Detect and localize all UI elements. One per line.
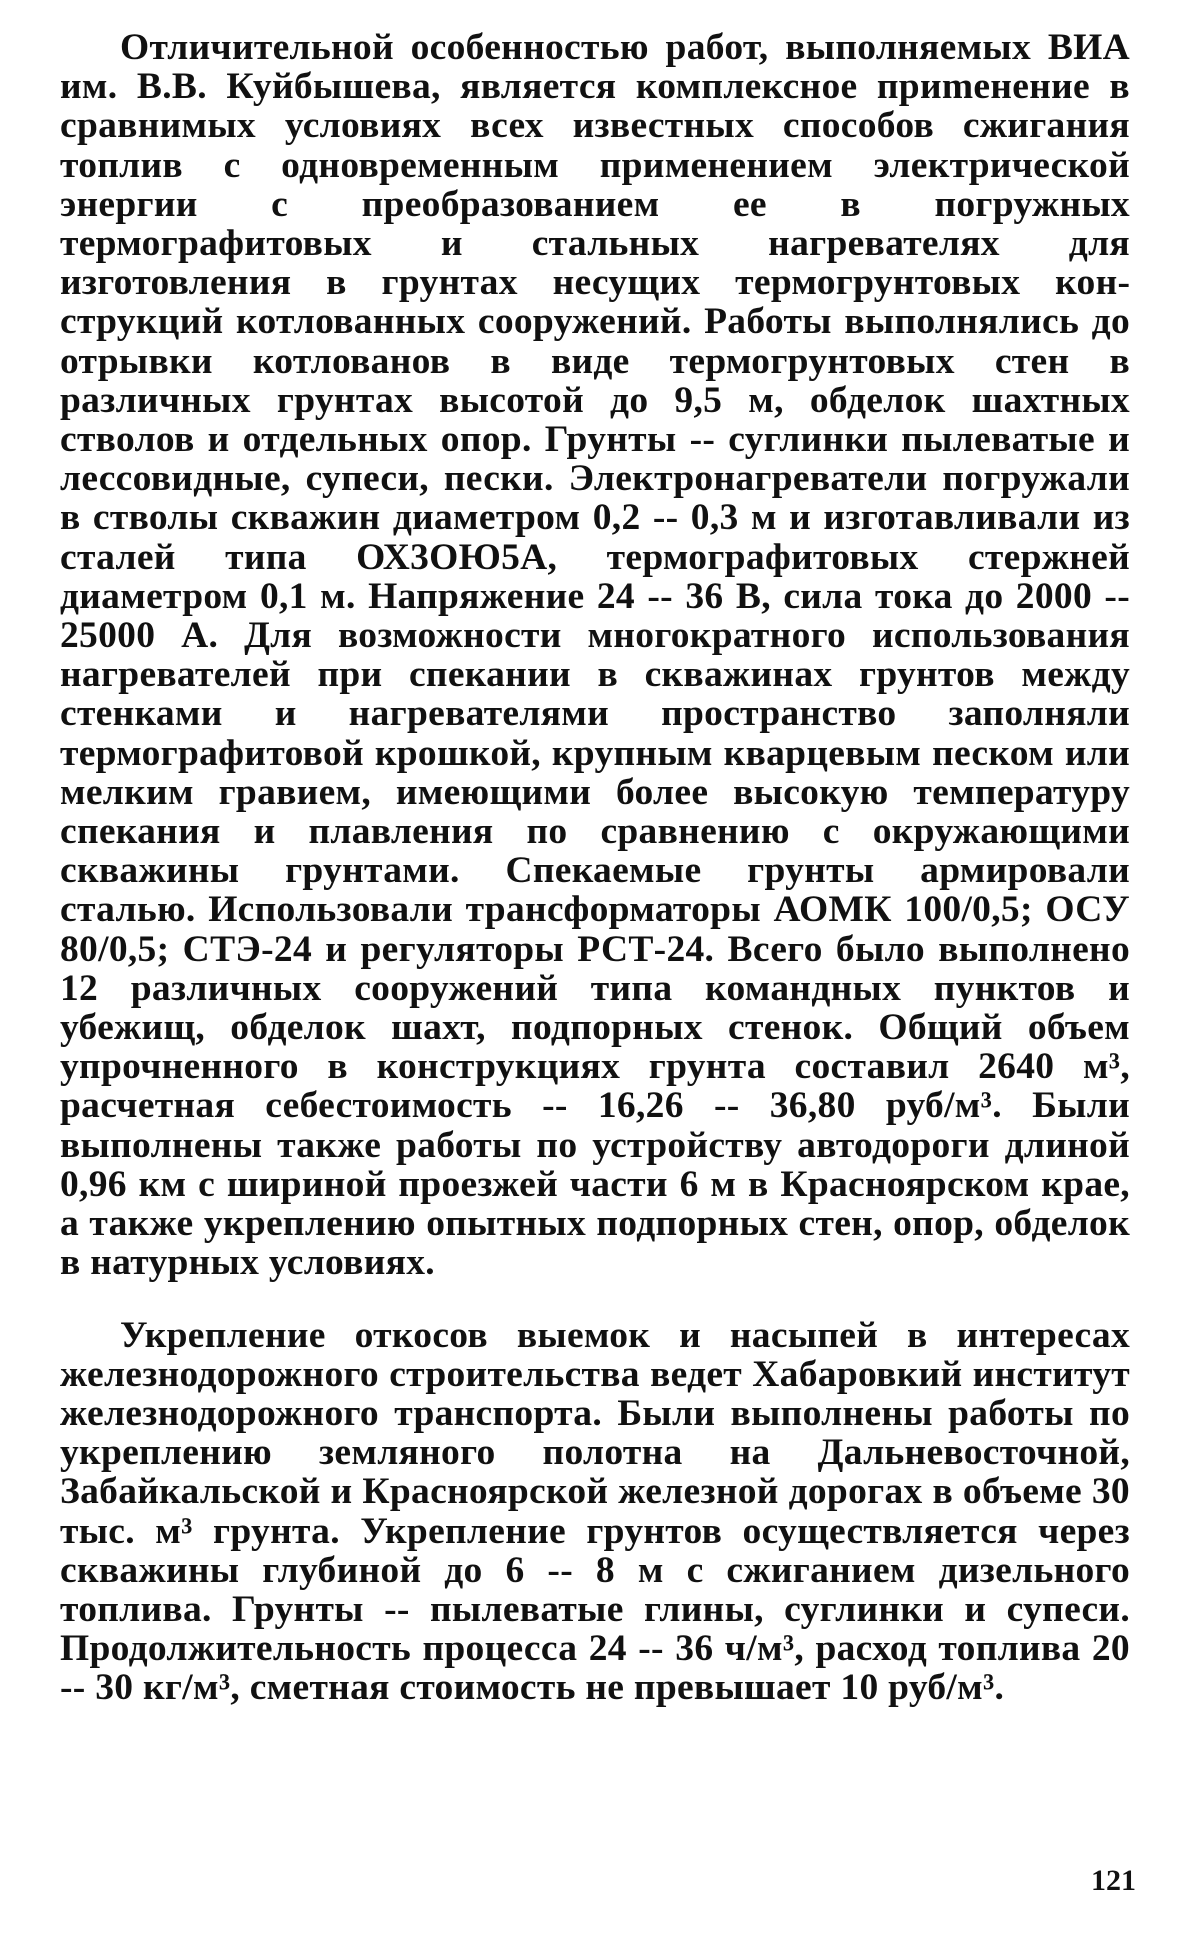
page-body — [60, 28, 1130, 1708]
paragraph-thermal-works: Отличительной особенностью работ, выполняемых ВИА им. В.В. Куйбышева, является комплексное приmенение в сравнимых условиях всех известных способов сжигания топлив с одновременным применением электрической энергии с преобразованием ее в погружных термографитовых и стальных нагревателях для изготовления в грунтах несущих термогрунтовых конструкций котлованных сооружений. Работы выполнялись до отрывки котлованов в виде термогрунтовых стен в различных грунтах высотой до 9,5 м, обделок шахтных стволов и отдельных опор. Грунты -- суглинки пылеватые и лессовидные, супеси, пески. Электронагреватели погружали в стволы скважин диаметром 0,2 -- 0,3 м и изготавливали из сталей типа ОХ3ОЮ5А, термографитовых стержней диаметром 0,1 м. Напряжение 24 -- 36 В, сила тока до 2000 -- 25000 А. Для возможности многократного использования нагревателей при спекании в скважинах грунтов между стенками и нагревателями пространство заполняли термографитовой крошкой, крупным кварцевым песком или мелким гравием, имеющими более высокую температуру спекания и плавления по сравнению с окружающими скважины грунтами. Спекаемые грунты армировали сталью. Использовали трансформаторы АОМК 100/0,5; ОСУ 80/0,5; СТЭ-24 и регуляторы РСТ-24. Всего было выполнено 12 различных сооружений типа командных пунктов и убежищ, обделок шахт, подпорных стенок. Общий объем упрочненного в конструкциях грунта составил 2640 м³, расчетная себестоимость -- 16,26 -- 36,80 руб/м³. Были выполнены также работы по устройству автодороги длиной 0,96 км с шириной проезжей части 6 м в Красноярском крае, а также укреплению опытных подпорных стен, опор, обделок в натурных условиях. — [60, 27, 1130, 1284]
paragraph-slope-strengthening: Укрепление откосов выемок и насыпей в интересах железнодорожного строительства ведет Хабаровкий институт железнодорожного транспорта. Были выполнены работы по укреплению земляного полотна на Дальневосточной, Забайкальской и Красноярской железной дорогах в объеме 30 тыс. м³ грунта. Укрепление грунтов осуществляется через скважины глубиной до 6 -- 8 м с сжиганием дизельного топлива. Грунты -- пылеватые глины, суглинки и супеси. Продолжительность процесса 24 -- 36 ч/м³, расход топлива 20 -- 30 кг/м³, сметная стоимость не превышает 10 руб/м³. — [60, 1314, 1130, 1709]
page-number: 121 — [1091, 1864, 1136, 1897]
